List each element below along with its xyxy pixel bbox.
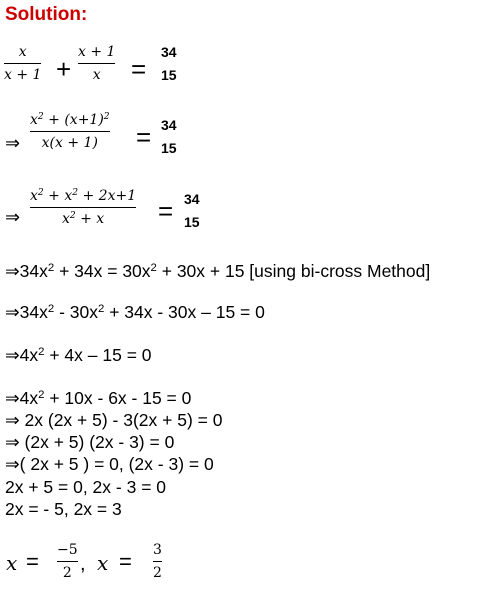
fraction-bar <box>57 561 78 562</box>
step-split-middle-term: $\Rightarrow 4x^2 + 10x - 6x - 15 = 0$ <box>5 388 192 408</box>
step-factor: ⇒ (2x + 5) (2x - 3) = 0 <box>5 432 175 452</box>
implies-arrow: ⇒ <box>5 207 21 227</box>
fraction-bar <box>153 561 162 562</box>
numerator: x + 1 <box>78 44 116 60</box>
denominator: $x^2 + x$ <box>61 211 105 227</box>
fraction-gap <box>161 63 177 64</box>
step-simplified: $\Rightarrow 4x^2 + 4x - 15 = 0$ <box>5 345 152 365</box>
step-group: ⇒ 2x (2x + 5) - 3(2x + 5) = 0 <box>5 410 223 430</box>
fraction-sum-of-squares <box>30 112 110 151</box>
solution-title: Solution: <box>5 4 88 25</box>
fraction-x-plus-1-over-x <box>78 44 115 83</box>
denominator: 2 <box>62 565 72 581</box>
numerator: x <box>18 44 27 60</box>
step-collect-terms: $\Rightarrow 34x^2 - 30x^2 + 34x - 30x - 15 = 0$ <box>5 302 265 322</box>
fraction-34-over-15 <box>161 44 177 83</box>
equals-sign: = <box>131 54 147 84</box>
numerator: 3 <box>153 542 162 558</box>
fraction-x-over-x-plus-1 <box>4 44 41 83</box>
denominator: 15 <box>161 140 177 156</box>
fraction-gap <box>161 136 177 137</box>
equals-sign: = <box>158 196 174 226</box>
fraction-minus-5-over-2 <box>57 542 78 581</box>
fraction-gap <box>184 210 200 211</box>
fraction-bar <box>30 131 110 132</box>
implies-arrow: ⇒ <box>5 133 21 153</box>
denominator: 15 <box>184 214 200 230</box>
step-linear-equations: 2x + 5 = 0, 2x - 3 = 0 <box>5 477 167 497</box>
equals-sign: = <box>119 549 132 574</box>
step-zero-product: ⇒( 2x + 5 ) = 0, (2x - 3) = 0 <box>5 454 214 474</box>
step-isolate: 2x = - 5, 2x = 3 <box>5 499 122 519</box>
variable-x: x <box>6 551 18 575</box>
equals-sign: = <box>26 549 39 574</box>
equals-sign: = <box>136 122 152 152</box>
comma: , <box>80 553 86 575</box>
step-bi-cross: $\Rightarrow 34x^2 + 34x = 30x^2 + 30x + 15$ [using bi-cross Method] <box>5 261 431 281</box>
fraction-34-over-15 <box>161 117 177 156</box>
numerator: $x^2 + (x+1)^2$ <box>30 112 110 128</box>
denominator: 2 <box>153 565 162 581</box>
variable-x: x <box>97 551 109 575</box>
denominator: x <box>92 67 101 83</box>
numerator: 34 <box>161 44 177 60</box>
fraction-bar <box>4 63 41 64</box>
fraction-3-over-2 <box>153 542 162 581</box>
numerator: 34 <box>161 117 177 133</box>
fraction-expanded <box>30 188 136 227</box>
numerator: −5 <box>57 542 78 558</box>
numerator: $x^2 + x^2 + 2x+1$ <box>30 188 137 204</box>
numerator: 34 <box>184 191 200 207</box>
fraction-bar <box>30 207 136 208</box>
fraction-bar <box>78 63 115 64</box>
fraction-34-over-15 <box>184 191 200 230</box>
denominator: x(x + 1) <box>41 135 98 151</box>
denominator: x + 1 <box>4 67 42 83</box>
denominator: 15 <box>161 67 177 83</box>
plus-sign: + <box>56 54 72 84</box>
